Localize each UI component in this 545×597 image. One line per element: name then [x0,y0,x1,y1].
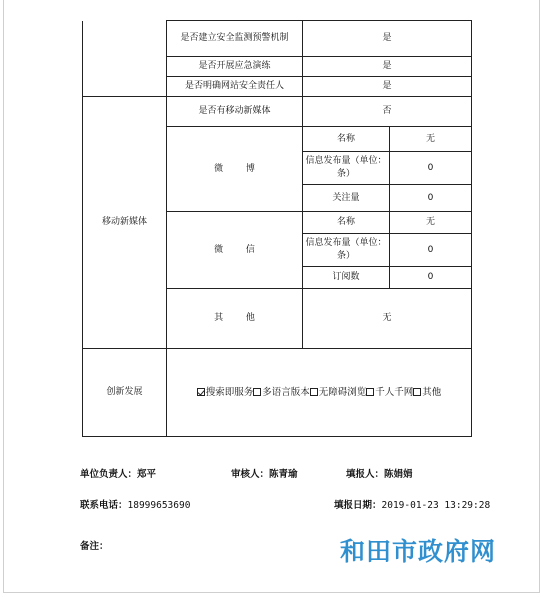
option-accessibility[interactable]: 无障碍浏览 [310,387,367,398]
weibo-follow-value: 0 [390,185,472,212]
drill-value: 是 [303,57,472,77]
innovation-options [167,349,472,437]
option-multilingual[interactable]: 多语言版本 [253,387,310,398]
option-other[interactable]: 其他 [413,387,441,398]
reviewer: 审核人：陈青瑜 [231,469,298,480]
weibo-posts-value: 0 [390,152,472,185]
wechat-subs-label: 订阅数 [303,267,390,289]
weibo-label: 微 博 [167,127,303,212]
checkbox-icon[interactable] [413,388,421,396]
other-value: 无 [303,289,472,349]
wechat-label: 微 信 [167,212,303,289]
option-personalized[interactable]: 千人千网 [366,387,413,398]
site-watermark: 和田市政府网 [340,537,497,566]
innovation-label: 创新发展 [83,349,167,437]
weibo-name-label: 名称 [303,127,390,152]
checkbox-icon[interactable] [253,388,261,396]
has-new-media-value: 否 [303,97,472,127]
contact-phone: 联系电话：18999653690 [80,500,191,511]
responsible-value: 是 [303,77,472,97]
fill-date: 填报日期：2019-01-23 13:29:28 [334,500,491,511]
wechat-name-label: 名称 [303,212,390,234]
wechat-name-value: 无 [390,212,472,234]
other-label: 其 他 [167,289,303,349]
new-media-section-label: 移动新媒体 [83,97,167,349]
checkbox-icon[interactable] [366,388,374,396]
checkbox-icon[interactable] [310,388,318,396]
filler: 填报人：陈娟娟 [346,469,413,480]
has-new-media-label: 是否有移动新媒体 [167,97,303,127]
weibo-follow-label: 关注量 [303,185,390,212]
remarks: 备注： [80,541,109,552]
checkbox-icon[interactable] [197,388,205,396]
weibo-name-value: 无 [390,127,472,152]
weibo-posts-label: 信息发布量（单位：条） [303,152,390,185]
wechat-posts-label: 信息发布量（单位：条） [303,234,390,267]
unit-head: 单位负责人：郑平 [80,469,157,480]
monitoring-value: 是 [303,21,472,57]
monitoring-label: 是否建立安全监测预警机制 [167,21,303,57]
responsible-label: 是否明确网站安全责任人 [167,77,303,97]
report-table [82,20,472,437]
security-section-cell [83,21,167,97]
drill-label: 是否开展应急演练 [167,57,303,77]
wechat-subs-value: 0 [390,267,472,289]
wechat-posts-value: 0 [390,234,472,267]
option-search-service[interactable]: 搜索即服务 [197,387,254,398]
